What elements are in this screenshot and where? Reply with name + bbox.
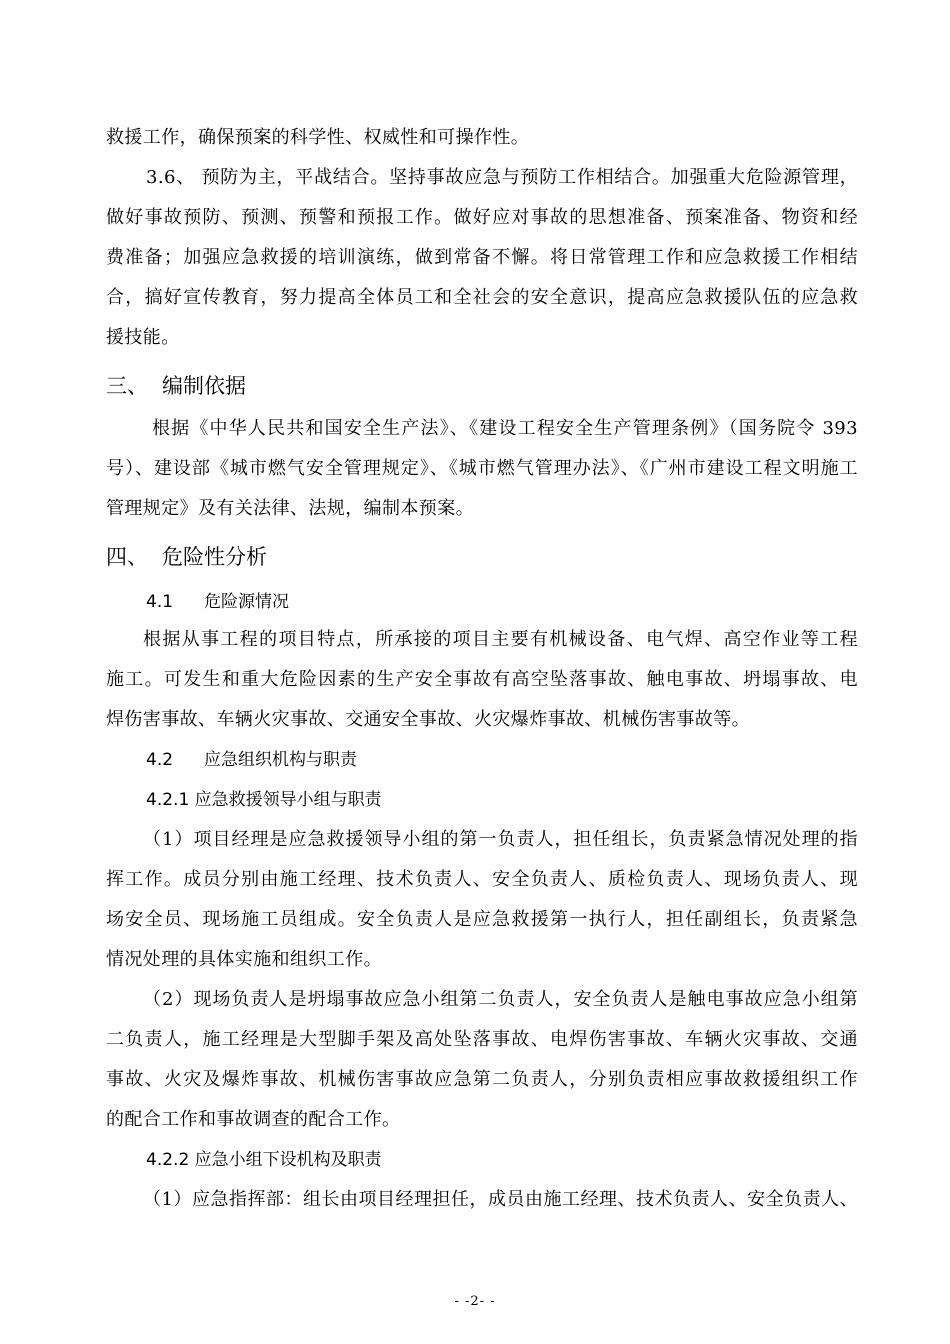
subsection-heading-4-2 <box>146 748 357 772</box>
duty-2-line: 二负责人，施工经理是大型脚手架及高处坠落事故、电焊伤害事故、车辆火灾事故、交通 <box>106 1029 858 1050</box>
hazard-paragraph-line: 施工。可发生和重大危险因素的生产安全事故有高空坠落事故、触电事故、坍塌事故、电 <box>106 669 858 690</box>
section-heading-number: 三、 <box>106 374 148 398</box>
section-heading-3 <box>106 373 246 399</box>
subsection-heading-4-2-1: 4.2.1 应急救援领导小组与职责 <box>146 790 382 810</box>
section-3-6-line: 费准备；加强应急救援的培训演练，做到常备不懈。将日常管理工作和应急救援工作相结 <box>106 247 858 268</box>
section-3-6-line: 合，搞好宣传教育，努力提高全体员工和全社会的安全意识，提高应急救援队伍的应急救 <box>106 287 858 308</box>
duty-1-line: 挥工作。成员分别由施工经理、技术负责人、安全负责人、质检负责人、现场负责人、现 <box>106 869 858 890</box>
duty-1-line: 场安全员、现场施工员组成。安全负责人是应急救援第一执行人，担任副组长，负责紧急 <box>106 909 858 930</box>
section-3-6-line: 做好事故预防、预测、预警和预报工作。做好应对事故的思想准备、预案准备、物资和经 <box>106 207 858 228</box>
subsection-heading-4-2-2: 4.2.2 应急小组下设机构及职责 <box>146 1150 382 1170</box>
intro-paragraph-line: 救援工作，确保预案的科学性、权威性和可操作性。 <box>106 127 530 148</box>
duty-1-line: （1）项目经理是应急救援领导小组的第一负责人，担任组长，负责紧急情况处理的指 <box>143 829 858 850</box>
subsection-number: 4.1 <box>146 592 174 612</box>
subsection-title: 应急组织机构与职责 <box>204 750 357 770</box>
section-3-6-line: 3.6、 预防为主，平战结合。坚持事故应急与预防工作相结合。加强重大危险源管理， <box>146 167 858 188</box>
duty-2-line: （2）现场负责人是坍塌事故应急小组第二负责人，安全负责人是触电事故应急小组第 <box>143 989 858 1010</box>
section-heading-title: 危险性分析 <box>162 545 267 569</box>
duty-2-line: 事故、火灾及爆炸事故、机械伤害事故应急第二负责人，分别负责相应事故救援组织工作 <box>106 1069 858 1090</box>
section-heading-4 <box>106 544 267 570</box>
section-heading-number: 四、 <box>106 545 148 569</box>
subsection-number: 4.2 <box>146 750 174 770</box>
hazard-paragraph-line: 根据从事工程的项目特点，所承接的项目主要有机械设备、电气焊、高空作业等工程 <box>143 629 858 650</box>
command-paragraph-line: （1）应急指挥部：组长由项目经理担任，成员由施工经理、技术负责人、安全负责人、 <box>143 1189 858 1210</box>
page-number: - -2- - <box>454 1294 496 1309</box>
hazard-paragraph-line: 焊伤害事故、车辆火灾事故、交通安全事故、火灾爆炸事故、机械伤害事故等。 <box>106 709 750 730</box>
duty-2-line: 的配合工作和事故调查的配合工作。 <box>106 1109 401 1130</box>
section-3-6-line: 援技能。 <box>106 327 180 348</box>
subsection-heading-4-1 <box>146 590 289 614</box>
subsection-title: 危险源情况 <box>204 592 289 612</box>
duty-1-line: 情况处理的具体实施和组织工作。 <box>106 949 382 970</box>
basis-paragraph-line: 管理规定》及有关法律、法规，编制本预案。 <box>106 498 474 519</box>
basis-paragraph-line: 根据《中华人民共和国安全生产法》、《建设工程安全生产管理条例》（国务院令 393 <box>152 418 858 439</box>
section-heading-title: 编制依据 <box>162 374 246 398</box>
basis-paragraph-line: 号）、建设部《城市燃气安全管理规定》、《城市燃气管理办法》、《广州市建设工程文明施工 <box>106 458 858 479</box>
